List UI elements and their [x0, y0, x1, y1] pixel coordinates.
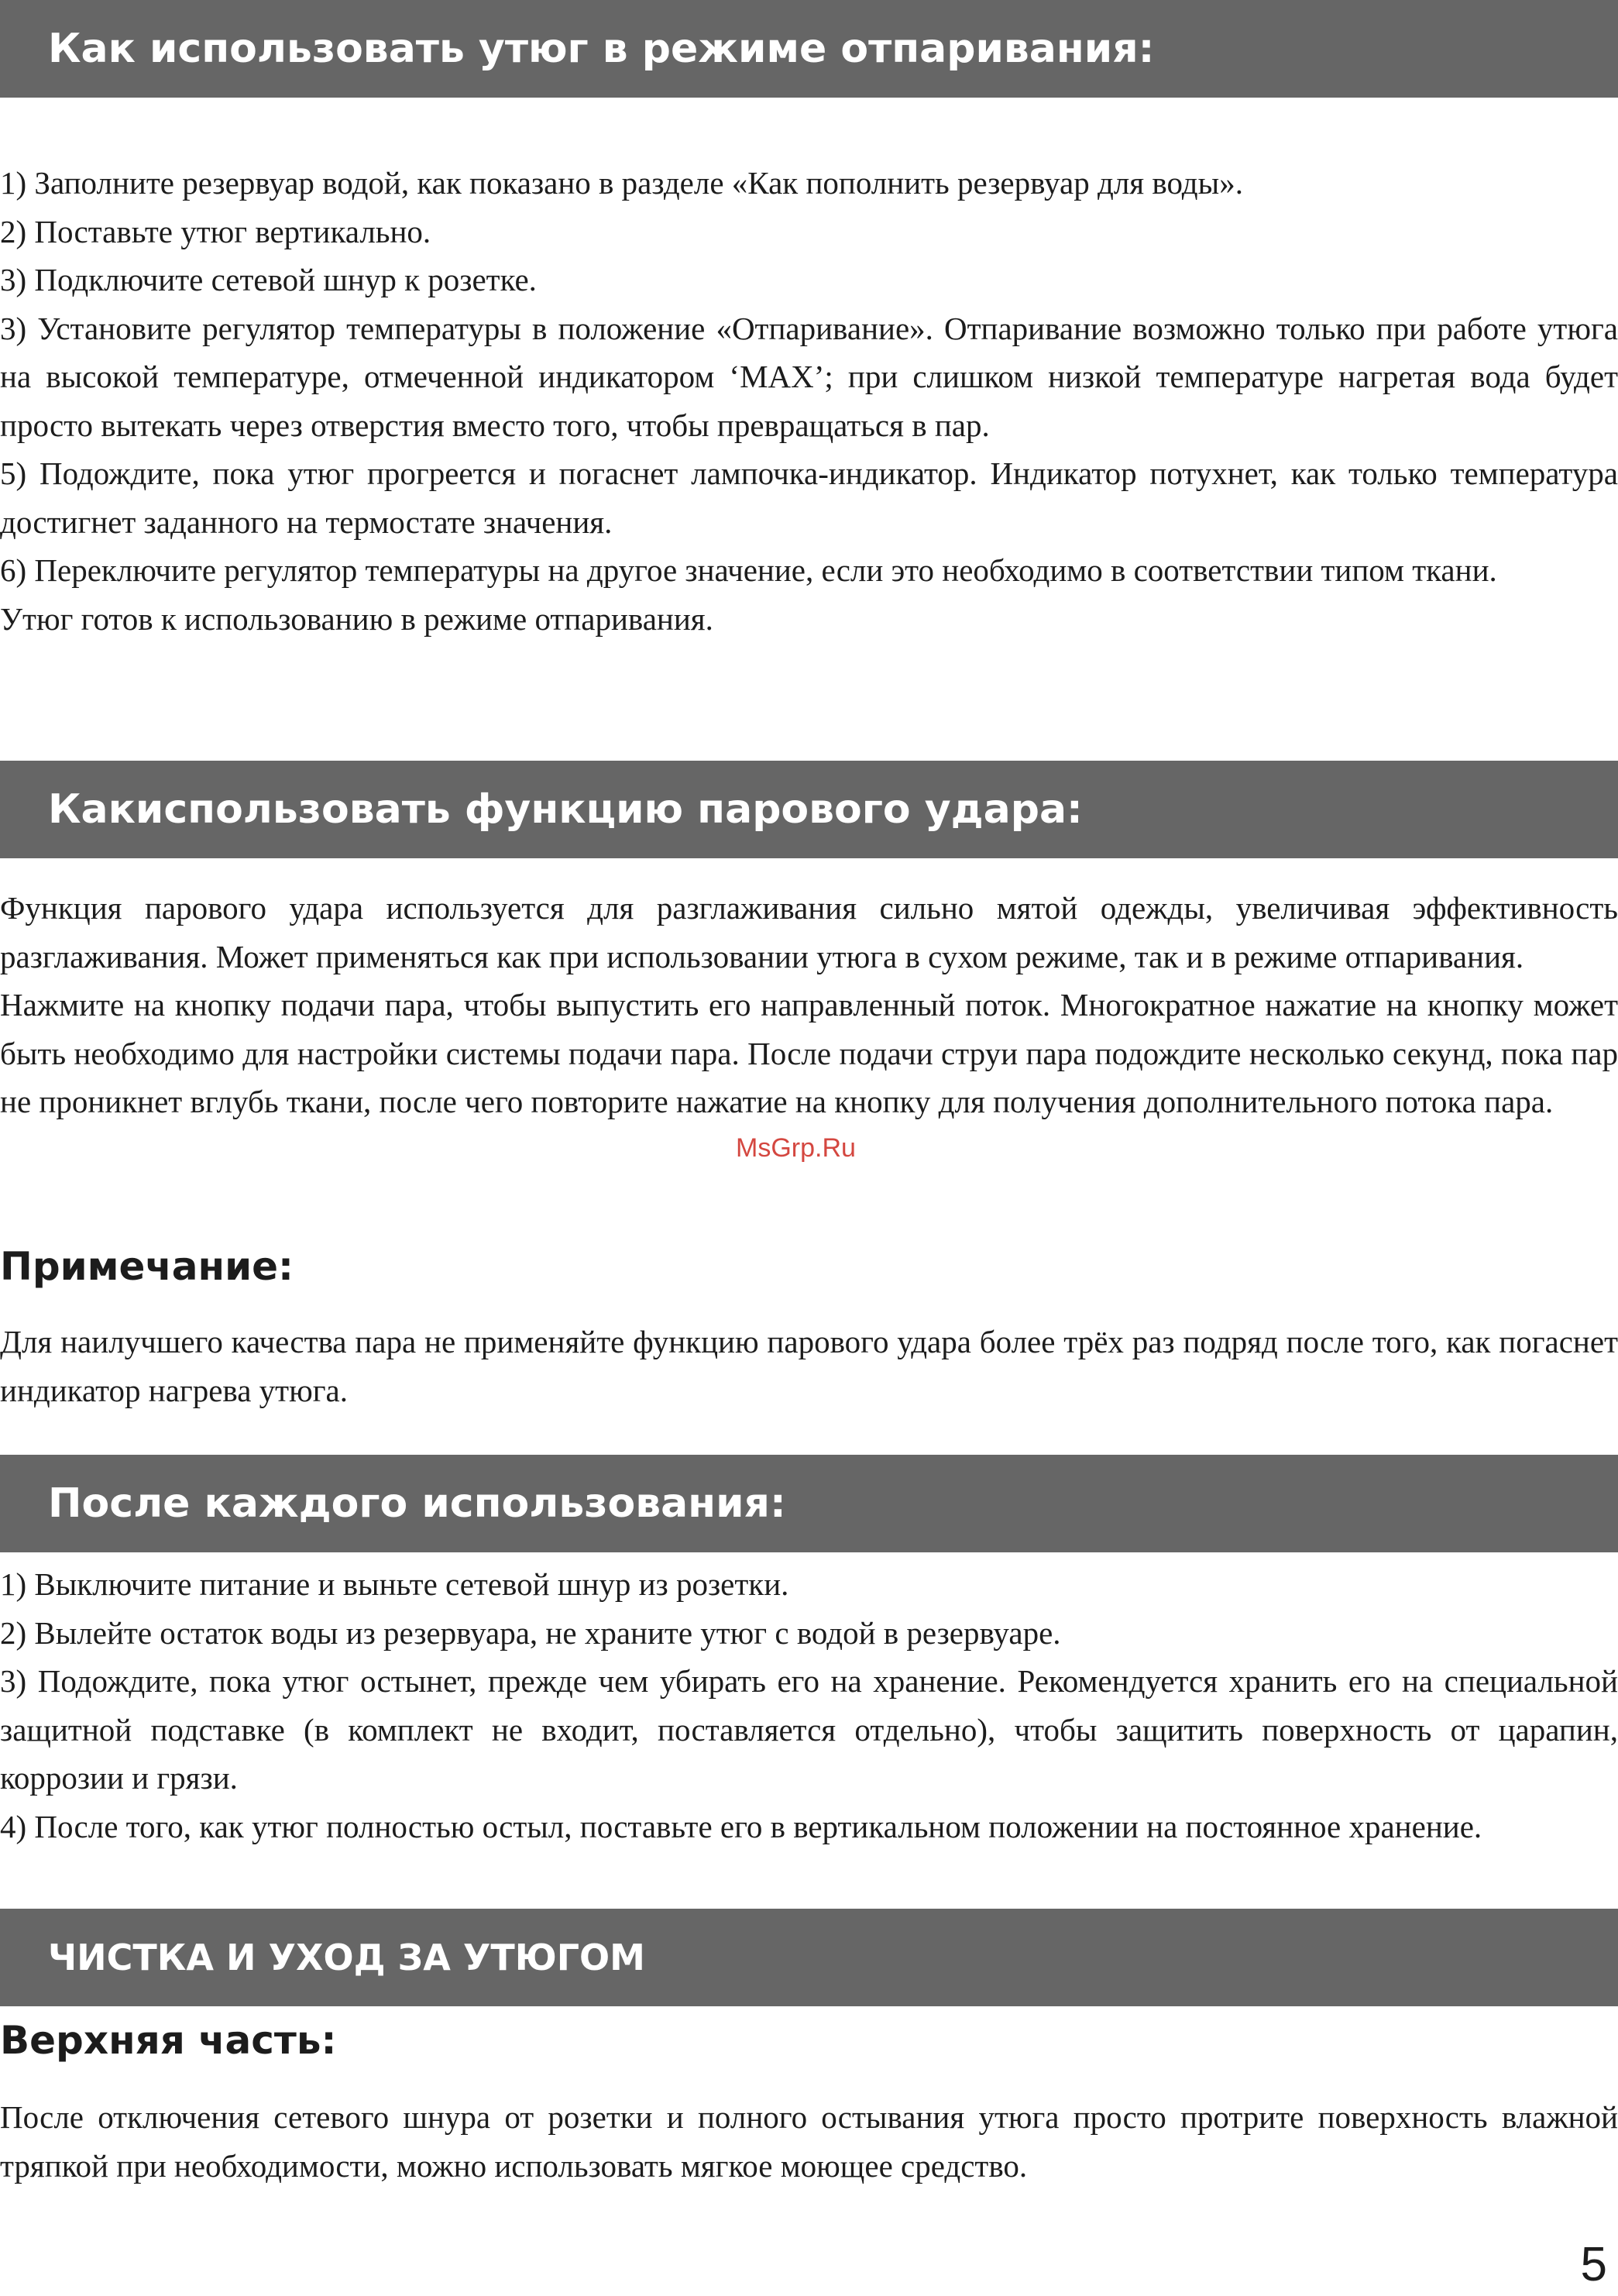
note-body: [0, 1318, 1618, 1414]
section-body-cleaning: [0, 2093, 1618, 2190]
paragraph: После отключения сетевого шнура от розетки и полного остывания утюга просто протрите поверхность влажной тряпкой при необходимости, можно использовать мягкое моющее средство.: [0, 2099, 1618, 2184]
section-body-after-use: [0, 1560, 1618, 1851]
paragraph: Функция парового удара используется для разглаживания сильно мятой одежды, увеличивая эффективность разглаживания. Может применяться как при использовании утюга в сухом режиме, так и в режиме отпаривания.: [0, 890, 1618, 974]
section-header-cleaning: [0, 1909, 1618, 2006]
section-header-steam-shot: [0, 761, 1618, 858]
section-body-steam-shot: [0, 884, 1618, 1126]
section-title: ЧИСТКА И УХОД ЗА УТЮГОМ: [48, 1937, 645, 1978]
section-header-after-use: [0, 1455, 1618, 1552]
paragraph: 2) Вылейте остаток воды из резервуара, не храните утюг с водой в резервуаре.: [0, 1614, 1061, 1651]
paragraph: Для наилучшего качества пара не применяйте функцию парового удара более трёх раз подряд после того, как погаснет индикатор нагрева утюга.: [0, 1324, 1618, 1408]
section-header-steam-mode: [0, 0, 1618, 98]
paragraph: 3) Установите регулятор температуры в положение «Отпаривание». Отпаривание возможно только при работе утюга на высокой температуре, отмеченной индикатором ‘MAX’; при слишком низкой температуре нагретая вода будет просто вытекать через отверстия вместо того, чтобы превращаться в пар.: [0, 310, 1618, 443]
section-title: Как использовать утюг в режиме отпаривания:: [48, 26, 1155, 72]
section-title: После каждого использования:: [48, 1480, 786, 1527]
sub-heading-top-part: Верхняя часть:: [0, 2018, 337, 2063]
paragraph: 1) Заполните резервуар водой, как показано в разделе «Как пополнить резервуар для воды».: [0, 165, 1243, 201]
note-heading: Примечание:: [0, 1244, 294, 1289]
paragraph: 4) После того, как утюг полностью остыл, поставьте его в вертикальном положении на постоянное хранение.: [0, 1808, 1482, 1844]
paragraph: 2) Поставьте утюг вертикально.: [0, 213, 431, 249]
section-title: Какиспользовать функцию парового удара:: [48, 786, 1083, 833]
paragraph: 5) Подождите, пока утюг прогреется и погаснет лампочка-индикатор. Индикатор потухнет, как только температура достигнет заданного на термостате значения.: [0, 455, 1618, 540]
section-body-steam-mode: [0, 159, 1618, 643]
watermark: MsGrp.Ru: [736, 1133, 856, 1163]
page-number: 5: [1580, 2238, 1607, 2291]
paragraph: 6) Переключите регулятор температуры на другое значение, если это необходимо в соответствии типом ткани.: [0, 552, 1497, 588]
paragraph: Нажмите на кнопку подачи пара, чтобы выпустить его направленный поток. Многократное нажатие на кнопку может быть необходимо для настройки системы подачи пара. После подачи струи пара подождите несколько секунд, пока пар не проникнет вглубь ткани, после чего повторите нажатие на кнопку для получения дополнительного потока пара.: [0, 987, 1618, 1119]
paragraph: 3) Подключите сетевой шнур к розетке.: [0, 262, 537, 297]
paragraph: 1) Выключите питание и выньте сетевой шнур из розетки.: [0, 1566, 789, 1602]
paragraph: 3) Подождите, пока утюг остынет, прежде чем убирать его на хранение. Рекомендуется хранить его на специальной защитной подставке (в комплект не входит, поставляется отдельно), чтобы защитить поверхность от царапин, коррозии и грязи.: [0, 1663, 1618, 1796]
paragraph: Утюг готов к использованию в режиме отпаривания.: [0, 600, 713, 637]
